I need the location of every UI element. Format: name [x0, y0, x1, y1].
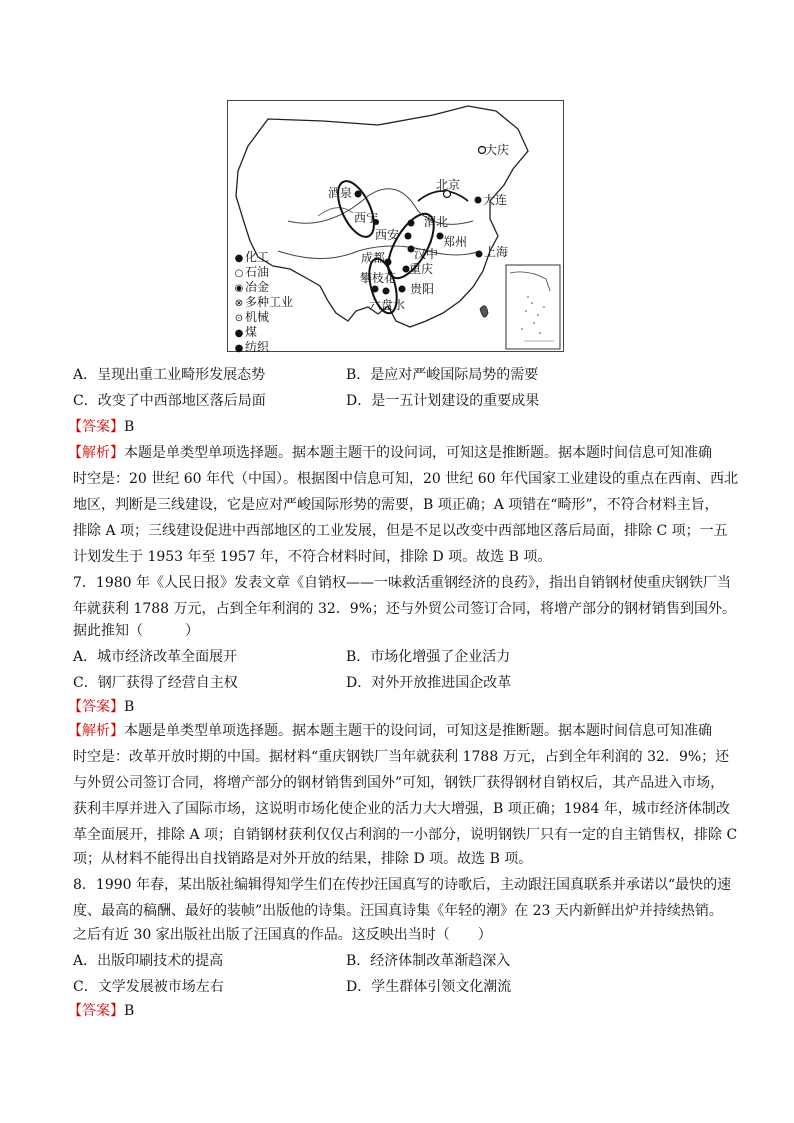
south-sea-inset	[506, 265, 560, 349]
city-label-weibei: 渭北	[424, 215, 449, 229]
legend-label: 化工	[245, 250, 270, 264]
city-label-hanzhong: 汉中	[414, 247, 439, 261]
answer-tag: 【答案】	[68, 419, 124, 435]
analysis-tag: 【解析】	[68, 445, 124, 461]
answer-value: B	[124, 699, 135, 715]
city-label-zhengzhou: 郑州	[443, 235, 468, 249]
jiuquan-marker	[355, 191, 362, 198]
q8-answer	[68, 1002, 134, 1020]
q7-analysis-line: 革全面展开，排除 A 项；自销钢材获利仅仅占利润的一小部分，说明钢铁厂只有一定的自主销售权，排除 C	[73, 827, 738, 843]
q7-option-a: A．城市经济改革全面展开	[73, 649, 238, 665]
q6-answer	[68, 418, 134, 436]
q8-stem-line: 8．1990 年春，某出版社编辑得知学生们在传抄汪国真写的诗歌后，主动跟汪国真联系并承诺以“最快的速	[73, 877, 732, 893]
city-label-panzhihua: 攀枝花	[360, 271, 397, 285]
q6-analysis-line	[68, 444, 712, 462]
legend-symbol-icon: ●	[234, 343, 244, 354]
legend-label: 机械	[245, 310, 270, 324]
legend-label: 石油	[245, 265, 270, 279]
minor-river	[318, 208, 353, 216]
answer-value: B	[124, 419, 135, 435]
q7-answer	[68, 698, 134, 716]
q6-analysis-line: 排除 A 项；三线建设促进中西部地区的工业发展，但是不足以改变中西部地区落后局面，排除 C 项；一五	[73, 523, 728, 539]
inset-coast	[510, 272, 550, 291]
analysis-text: 本题是单类型单项选择题。据本题主题干的设问词，可知这是推断题。据本题时间信息可知准确	[124, 445, 712, 461]
q6-analysis-line: 地区，判断是三线建设，它是应对严峻国际形势的需要，B 项正确；A 项错在“畸形”，不符合材料主旨，	[73, 497, 719, 513]
q6-option-c: C．改变了中西部地区落后局面	[73, 393, 266, 409]
q7-analysis-line: 时空是：改革开放时期的中国。据材料“重庆钢铁厂当年就获利 1788 万元，占到全年利润的 32．9%；还	[73, 749, 730, 765]
analysis-text: 本题是单类型单项选择题。据本题主题干的设问词，可知这是推断题。据本题时间信息可知准确	[124, 723, 712, 739]
city-label-liupanshui: 六盘水	[369, 298, 406, 312]
guiyang-marker	[399, 286, 406, 293]
legend-label: 多种工业	[245, 295, 294, 309]
q7-option-b: B．市场化增强了企业活力	[346, 649, 511, 665]
q8-stem-line: 度、最高的稿酬、最好的装帧”出版他的诗集。汪国真诗集《年轻的潮》在 23 天内新鲜出炉并持续热销。	[73, 903, 723, 919]
answer-value: B	[124, 1003, 135, 1019]
chengdu-marker	[385, 259, 392, 266]
legend-item	[233, 265, 293, 280]
legend-symbol-icon: ◉	[234, 283, 244, 294]
legend-label: 冶金	[245, 280, 270, 294]
q7-stem-line: 据此推知（ ）	[73, 623, 199, 639]
dalian-marker	[475, 197, 482, 204]
q8-option-c: C．文学发展被市场左右	[73, 979, 224, 995]
q7-option-c: C．钢厂获得了经营自主权	[73, 675, 238, 691]
q7-stem-line: 年就获利 1788 万元，占到全年利润的 32．9%；还与外贸公司签订合同，将增产部分的钢材销售到国外。	[73, 601, 737, 617]
legend-label: 煤	[245, 325, 258, 339]
legend-symbol-icon: ●	[234, 253, 244, 264]
panzhihua-marker	[372, 286, 379, 293]
city-label-chengdu: 成都	[361, 251, 386, 265]
china-industry-map	[227, 100, 564, 352]
q7-option-d: D．对外开放推进国企改革	[346, 675, 512, 691]
q6-analysis-line: 时空是：20 世纪 60 年代（中国）。根据图中信息可知，20 世纪 60 年代国家工业建设的重点在西南、西北	[73, 471, 738, 487]
city-label-dalian: 大连	[483, 193, 508, 207]
xian-marker	[405, 233, 412, 240]
city-label-chongqing: 重庆	[409, 262, 434, 276]
q8-stem-line: 之后有近 30 家出版社出版了汪国真的作品。这反映出当时（ ）	[73, 927, 492, 943]
q8-option-a: A．出版印刷技术的提高	[73, 953, 224, 969]
city-label-beijing: 北京	[436, 178, 461, 192]
q7-stem-line: 7．1980 年《人民日报》发表文章《自销权——一味救活重钢经济的良药》，指出自销钢材使重庆钢铁厂当	[73, 575, 731, 591]
map-legend	[233, 250, 293, 355]
legend-item	[233, 310, 293, 325]
city-label-xian: 西安	[375, 228, 400, 242]
liupanshui-marker	[383, 288, 390, 295]
q8-option-b: B．经济体制改革渐趋深入	[346, 953, 511, 969]
q8-option-d: D．学生群体引领文化潮流	[346, 979, 512, 995]
legend-item	[233, 295, 293, 310]
q6-option-a: A．呈现出重工业畸形发展态势	[73, 367, 266, 383]
inset-islands	[521, 296, 545, 334]
taiwan-island	[480, 306, 488, 317]
q7-analysis-line: 获利丰厚并进入了国际市场，这说明市场化使企业的活力大大增强，B 项正确；1984 年，城市经济体制改	[73, 801, 730, 817]
city-label-jiuquan: 酒泉	[328, 186, 353, 200]
q7-analysis-line	[68, 722, 712, 740]
legend-symbol-icon: ⊗	[234, 298, 244, 309]
north-link	[418, 191, 468, 201]
city-label-xining: 西宁	[354, 211, 379, 225]
legend-symbol-icon: ○	[234, 268, 244, 279]
q7-analysis-line: 项；从材料不能得出自找销路是对外开放的结果，排除 D 项。故选 B 项。	[73, 851, 533, 867]
legend-symbol-icon: ⊙	[234, 313, 244, 324]
weibei-marker	[408, 220, 415, 227]
city-label-shanghai: 上海	[484, 245, 509, 259]
legend-item	[233, 280, 293, 295]
city-label-guiyang: 贵阳	[410, 282, 435, 296]
analysis-tag: 【解析】	[68, 723, 124, 739]
legend-symbol-icon: ●	[234, 328, 244, 339]
answer-tag: 【答案】	[68, 699, 124, 715]
q7-analysis-line: 与外贸公司签订合同，将增产部分的钢材销售到国外”可知，钢铁厂获得钢材自销权后，其产品进入市场，	[73, 775, 725, 791]
q6-option-d: D．是一五计划建设的重要成果	[346, 393, 540, 409]
legend-item	[233, 250, 293, 265]
legend-label: 纺织	[245, 340, 270, 354]
answer-tag: 【答案】	[68, 1003, 124, 1019]
q6-option-b: B．是应对严峻国际局势的需要	[346, 367, 539, 383]
shanghai-marker	[476, 251, 483, 258]
legend-item	[233, 340, 293, 355]
q6-analysis-line: 计划发生于 1953 年至 1957 年，不符合材料时间，排除 D 项。故选 B 项。	[73, 549, 552, 565]
city-label-daqing: 大庆	[485, 143, 510, 157]
legend-item	[233, 325, 293, 340]
